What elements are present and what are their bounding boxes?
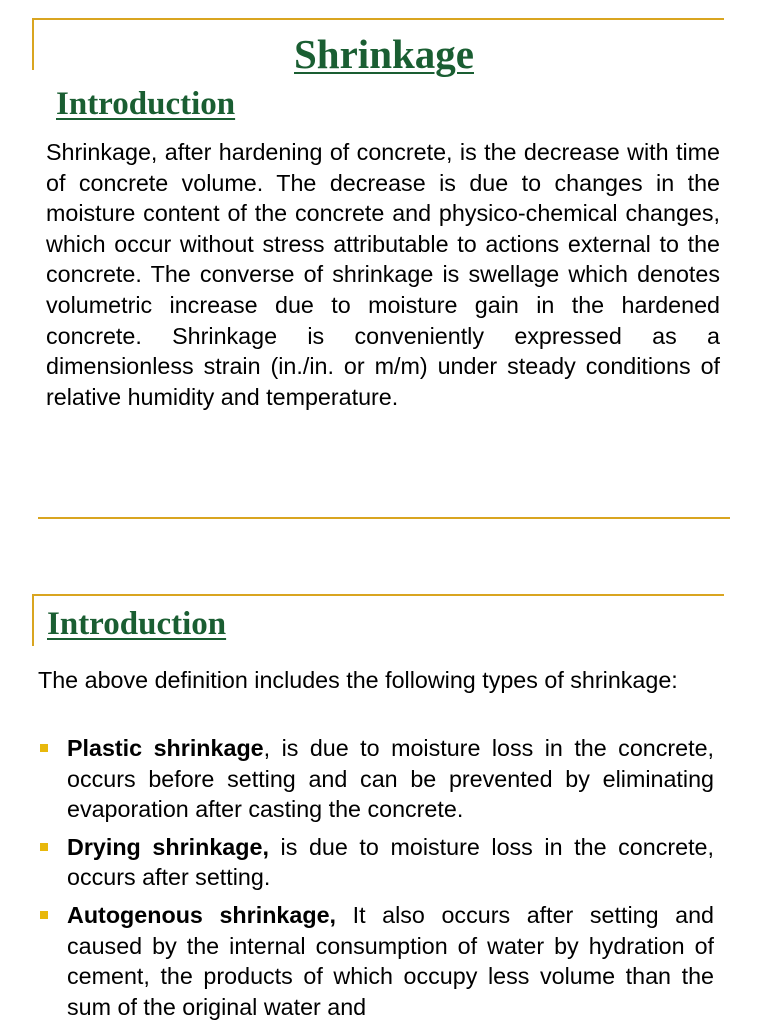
bullet-text: It also occurs after setting and caused by the internal consumption of water by hydration of cement, the products of which occupy less volume than the sum of the original water and [67,901,714,1020]
bullet-text: , is due to moisture loss in the concrete, occurs before setting and can be prevented by eliminating evaporation after casting the concrete. [67,735,714,823]
bullet-square-icon [40,911,48,919]
bullet-square-icon [40,744,48,752]
title-text: Shrinkage [294,31,474,77]
bullet-term: Plastic shrinkage [67,735,264,761]
slide2-intro: The above definition includes the following types of shrinkage: [38,667,678,693]
bullet-term: Drying shrinkage, [67,833,269,860]
page-title [0,30,768,78]
list-item-autogenous-shrinkage [38,900,714,1022]
slide2-top-rule [32,594,724,596]
slide1-heading: Introduction [56,86,236,122]
list-item-plastic-shrinkage [38,733,714,825]
shrinkage-types-list [38,733,714,1029]
slide1-paragraph: Shrinkage, after hardening of concrete, is the decrease with time of concrete volume. The decrease is due to changes in the moisture content of the concrete and physico-chemical changes, which occur without stress attributable to actions external to the concrete. The converse of shrinkage is swellage which denotes volumetric increase due to moisture gain in the hardened concrete. Shrinkage is conveniently expressed as a dimensionless strain (in./in. or m/m) under steady conditions of relative humidity and temperature. [46,139,720,410]
slide2-left-rule [32,594,34,646]
list-item-drying-shrinkage [38,832,714,893]
slide2-heading: Introduction [47,606,227,642]
bullet-square-icon [40,843,48,851]
bullet-term: Autogenous shrinkage, [67,901,337,928]
bullet-text: is due to moisture loss in the concrete, occurs after setting. [67,833,714,891]
slide1-top-rule [32,18,724,20]
slide1-bottom-rule [38,517,730,519]
